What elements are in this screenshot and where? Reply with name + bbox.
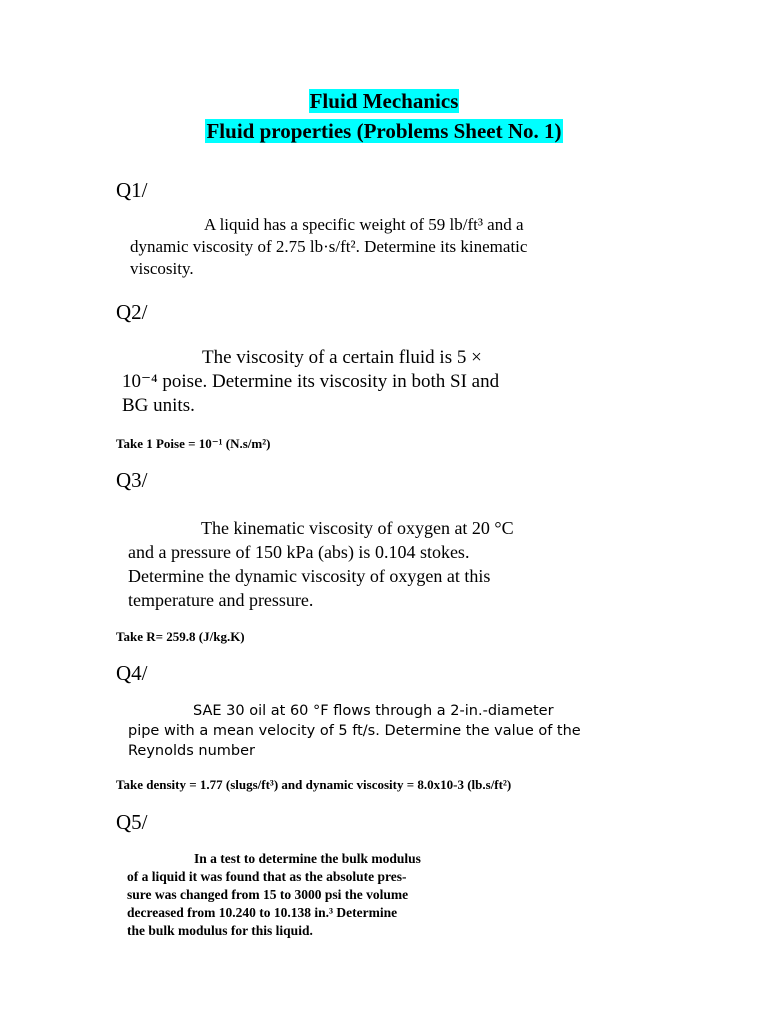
q3-label: Q3/ <box>116 468 148 492</box>
subtitle-text: Fluid properties (Problems Sheet No. 1) <box>206 119 562 143</box>
q2-line-1: The viscosity of a certain fluid is 5 × <box>202 347 482 368</box>
q5-line-3: sure was changed from 15 to 3000 psi the volume <box>127 887 409 902</box>
q3-line-3: Determine the dynamic viscosity of oxygen at this <box>128 566 491 586</box>
q3-line-2: and a pressure of 150 kPa (abs) is 0.104 stokes. <box>128 542 470 562</box>
q5-line-4: decreased from 10.240 to 10.138 in.³ Determine <box>127 905 398 920</box>
q2-line-3: BG units. <box>122 395 195 416</box>
q1-line-1: A liquid has a specific weight of 59 lb/ft³ and a <box>204 215 524 234</box>
q4-note: Take density = 1.77 (slugs/ft³) and dynamic viscosity = 8.0x10-3 (lb.s/ft²) <box>116 777 512 792</box>
q5-text <box>127 850 517 940</box>
q5-line-5: the bulk modulus for this liquid. <box>127 923 313 938</box>
page-title <box>0 89 768 113</box>
q2-text <box>122 346 582 418</box>
q4-line-3: Reynolds number <box>128 743 255 759</box>
q5-line-2: of a liquid it was found that as the absolute pres- <box>127 869 407 884</box>
q1-line-2: dynamic viscosity of 2.75 lb·s/ft². Determine its kinematic <box>130 237 528 256</box>
q3-text <box>128 516 588 612</box>
q2-label: Q2/ <box>116 300 148 324</box>
q1-line-3: viscosity. <box>130 259 194 278</box>
q4-line-2: pipe with a mean velocity of 5 ft/s. Determine the value of the <box>128 723 581 739</box>
q2-line-2: 10⁻⁴ poise. Determine its viscosity in both SI and <box>122 371 500 392</box>
q5-label: Q5/ <box>116 810 148 834</box>
q3-note: Take R= 259.8 (J/kg.K) <box>116 629 245 644</box>
page-subtitle <box>0 119 768 143</box>
title-text: Fluid Mechanics <box>309 89 459 113</box>
q5-line-1: In a test to determine the bulk modulus <box>194 851 421 866</box>
q3-line-1: The kinematic viscosity of oxygen at 20 °C <box>201 518 514 538</box>
q1-text <box>130 214 640 280</box>
q2-note: Take 1 Poise = 10⁻¹ (N.s/m²) <box>116 436 271 451</box>
q4-label: Q4/ <box>116 661 148 685</box>
q4-line-1: SAE 30 oil at 60 °F flows through a 2-in.-diameter <box>193 703 554 719</box>
q3-line-4: temperature and pressure. <box>128 590 314 610</box>
q4-text <box>128 701 598 761</box>
q1-label: Q1/ <box>116 178 148 202</box>
